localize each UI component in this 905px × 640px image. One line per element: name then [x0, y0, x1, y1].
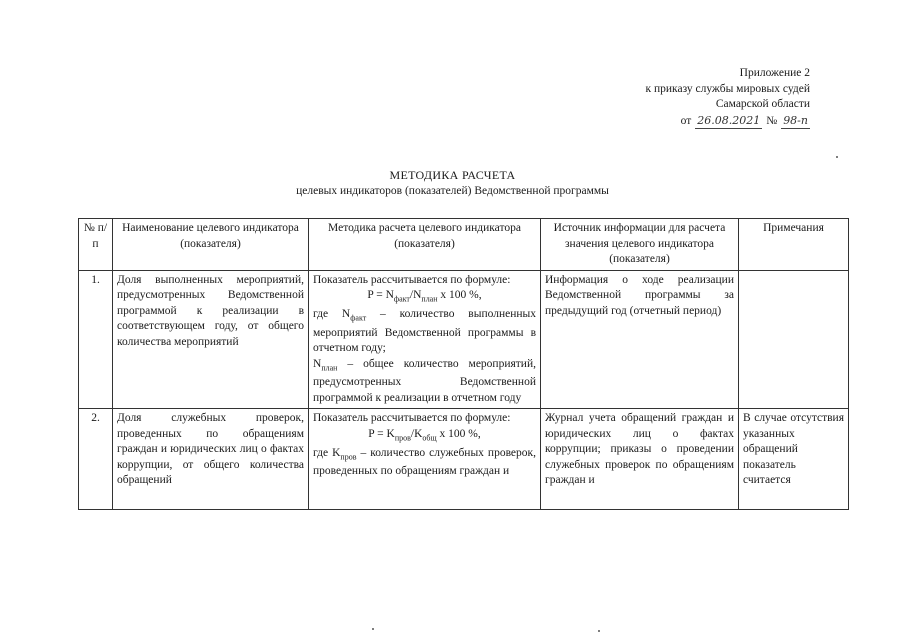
- row2-source: Журнал учета обращений граждан и юридических лиц о фактах коррупции; приказы о проведении служебных проверок по обращениям граждан и: [545, 412, 734, 487]
- order-date-number: [560, 113, 810, 130]
- row1-def-1: где $N_{факт}$ – количество выполненных мероприятий Ведомственной программы в отчетном году;: [313, 307, 537, 355]
- appendix-header: [560, 66, 810, 129]
- table-header-row: [79, 219, 849, 271]
- row1-def-2: $N_{план}$ – общее количество мероприятий, предусмотренных Ведомственной программой к реализации в отчетном году: [313, 357, 536, 404]
- row2-name: Доля служебных проверок, проведенных по обращениям граждан и юридических лиц о фактах коррупции, от общего количества обращений: [117, 412, 304, 487]
- row1-formula: $P = N_{факт}/N_{план}$ x 100 %,: [367, 289, 482, 304]
- number-label: №: [766, 114, 778, 127]
- header-name: Наименование целевого индикатора (показателя): [113, 219, 309, 271]
- appendix-line-1: Приложение 2: [739, 67, 810, 79]
- row2-name-cell: [113, 409, 309, 510]
- row2-source-cell: [541, 409, 739, 510]
- row1-source: Информация о ходе реализации Ведомственной программы за предыдущий год (отчетный период): [541, 270, 739, 409]
- row2-method: [309, 409, 541, 510]
- row2-method-content: [313, 411, 536, 507]
- row1-method-intro: Показатель рассчитывается по формуле:: [313, 273, 511, 286]
- row2-note: В случае отсутствия указанных обращений показатель считается: [743, 412, 844, 487]
- methodology-table: [78, 218, 849, 510]
- from-label: от: [680, 114, 692, 127]
- appendix-line-2: к приказу службы мировых судей: [645, 82, 810, 95]
- scan-speck: [372, 628, 374, 630]
- header-source: Источник информации для расчета значения целевого индикатора (показателя): [541, 219, 739, 271]
- row2-num: 2.: [79, 409, 113, 510]
- scan-speck: [836, 156, 838, 158]
- row2-method-intro: Показатель рассчитывается по формуле:: [313, 412, 511, 425]
- row1-num: 1.: [79, 270, 113, 409]
- row2-def-1: где $K_{пров}$ – количество служебных проверок, проведенных по обращениям граждан и: [313, 446, 536, 478]
- handwritten-number: 98-п: [781, 113, 810, 130]
- row1-name: Доля выполненных мероприятий, предусмотренных Ведомственной программой к реализации в соответствующем году, от общего количества мероприятий: [113, 270, 309, 409]
- document-title: МЕТОДИКА РАСЧЕТА: [389, 168, 516, 182]
- row2-formula: $P = K_{пров}/K_{общ}$ x 100 %,: [368, 427, 481, 443]
- header-num: № п/п: [79, 219, 113, 271]
- row1-note: [739, 270, 849, 409]
- scan-speck: [598, 630, 600, 632]
- row1-method: [309, 270, 541, 409]
- document-subtitle: целевых индикаторов (показателей) Ведомственной программы: [296, 185, 609, 197]
- appendix-line-3: Самарской области: [715, 98, 810, 110]
- row2-note-cell: [739, 409, 849, 510]
- header-method: Методика расчета целевого индикатора (показателя): [309, 219, 541, 271]
- header-note: Примечания: [739, 219, 849, 271]
- table-row: [79, 270, 849, 409]
- handwritten-date: 26.08.2021: [695, 113, 762, 130]
- table-row: [79, 409, 849, 510]
